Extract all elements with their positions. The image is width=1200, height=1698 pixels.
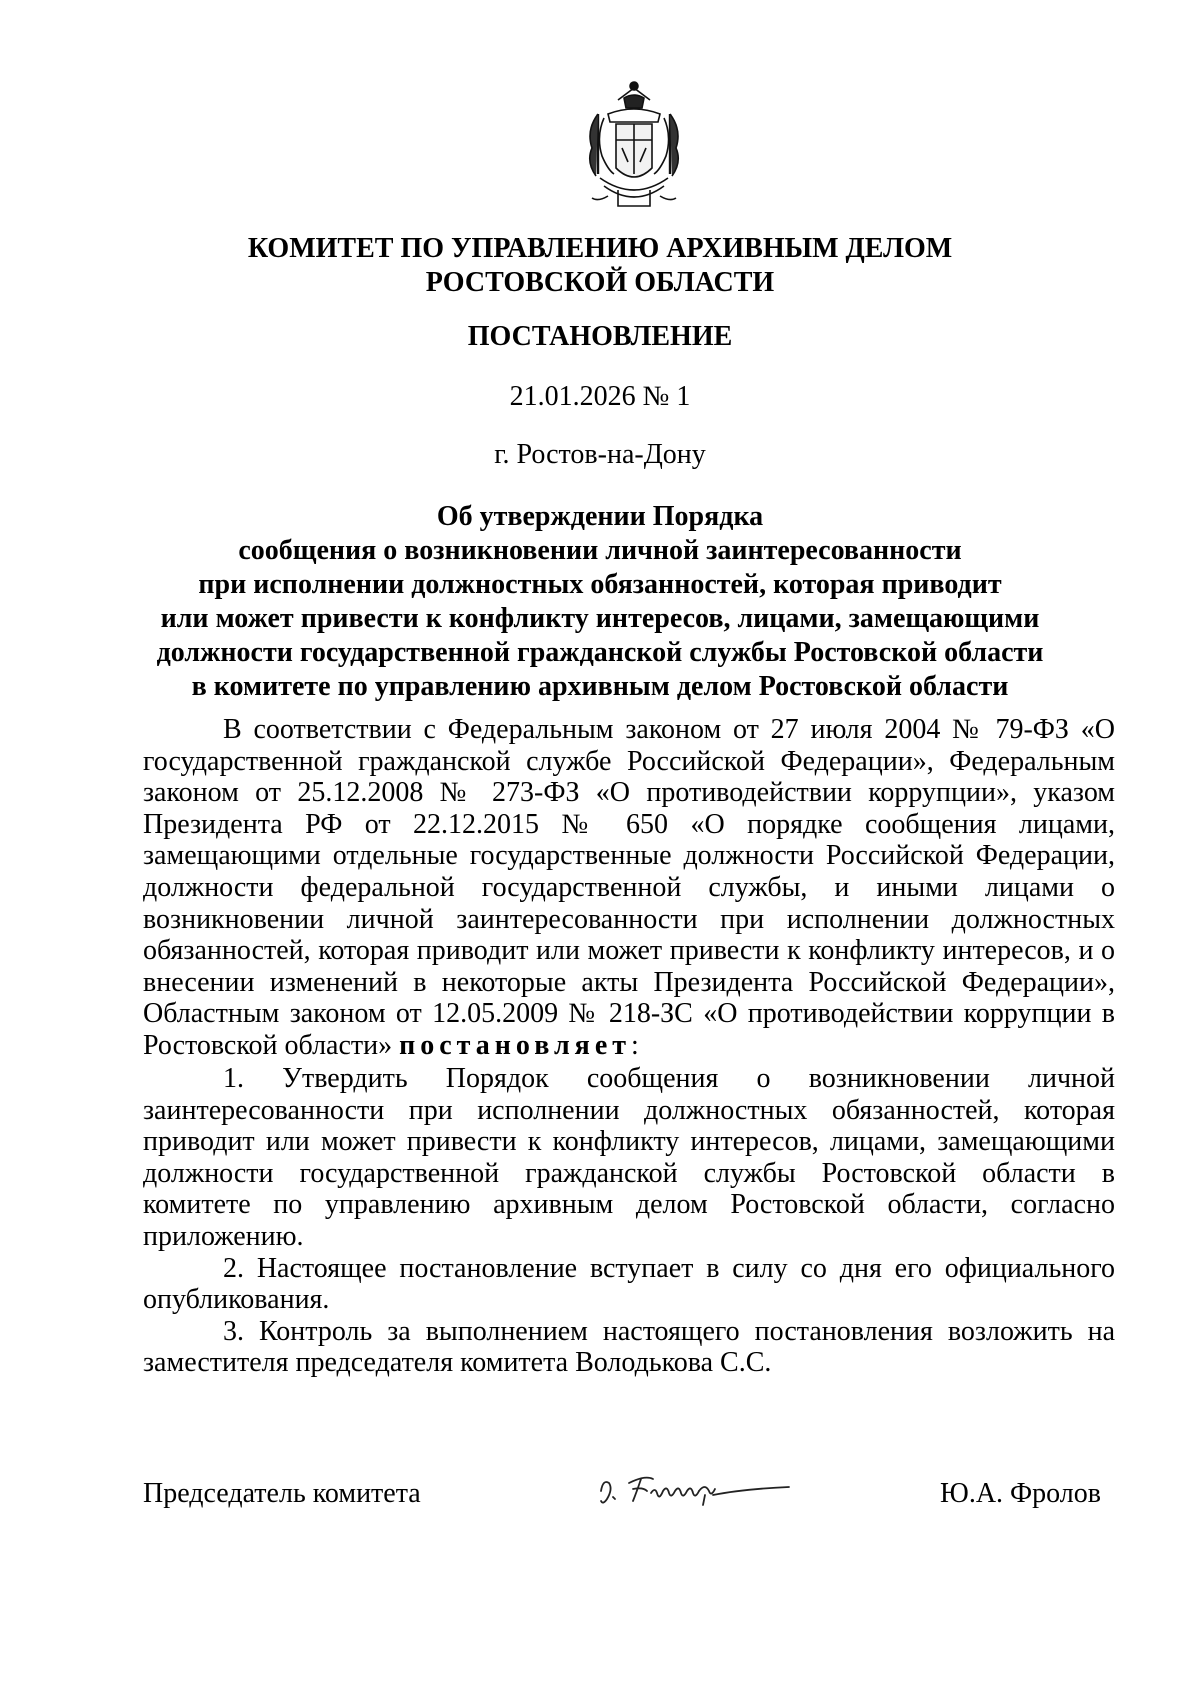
preamble-paragraph <box>143 714 1115 1062</box>
document-type: ПОСТАНОВЛЕНИЕ <box>467 321 733 352</box>
subject-line: в комитете по управлению архивным делом Ростовской области <box>191 671 1009 702</box>
city: г. Ростов-на-Дону <box>494 439 706 470</box>
preamble-text: В соответствии с Федеральным законом от 27 июля 2004 № 79-ФЗ «О государственной гражданской службе Российской Федерации», Федеральным законом от 25.12.2008 № 273-ФЗ «О противодействии коррупции», указом Президента РФ от 22.12.2015 № 650 «О порядке сообщения лицами, замещающими отдельные государственные должности Российской Федерации, должности федеральной государственной службы, и иными лицами о возникновении личной заинтересованности при исполнении должностных обязанностей, которая приводит или может привести к конфликту интересов, и о внесении изменений в некоторые акты Президента Российской Федерации», Областным законом от 12.05.2009 № 218-ЗС «О противодействии коррупции в Ростовской области» <box>143 714 1115 1061</box>
handwritten-signature-icon <box>593 1461 793 1513</box>
document-subject <box>100 500 1100 704</box>
preamble-block <box>143 714 1115 1062</box>
subject-line: должности государственной гражданской службы Ростовской области <box>156 637 1044 668</box>
resolution-item: 2. Настоящее постановление вступает в силу со дня его официального опубликования. <box>143 1252 1115 1316</box>
organization-title-line-2: РОСТОВСКОЙ ОБЛАСТИ <box>425 267 775 298</box>
signature-block <box>143 1477 1115 1537</box>
signatory-name: Ю.А. Фролов <box>940 1478 1101 1509</box>
subject-line: сообщения о возникновении личной заинтересованности <box>238 535 962 566</box>
subject-line: Об утверждении Порядка <box>436 501 764 532</box>
subject-line: при исполнении должностных обязанностей, которая приводит <box>198 569 1002 600</box>
resolution-items <box>143 1063 1115 1379</box>
organization-title-line-1: КОМИТЕТ ПО УПРАВЛЕНИЮ АРХИВНЫМ ДЕЛОМ <box>247 233 953 264</box>
resolves-word: постановляет <box>399 1029 632 1061</box>
organization-title <box>100 232 1100 300</box>
resolution-item: 1. Утвердить Порядок сообщения о возникновении личной заинтересованности при исполнении должностных обязанностей, которая приводит или может привести к конфликту интересов, лицами, замещающими должности государственной гражданской службы Ростовской области в комитете по управлению архивным делом Ростовской области, согласно приложению. <box>143 1063 1115 1252</box>
coat-of-arms-icon <box>578 78 690 214</box>
subject-line: или может привести к конфликту интересов, лицами, замещающими <box>160 603 1040 634</box>
date-and-number: 21.01.2026 № 1 <box>509 381 691 412</box>
resolution-item: 3. Контроль за выполнением настоящего постановления возложить на заместителя председателя комитета Володькова С.С. <box>143 1315 1115 1379</box>
signatory-position: Председатель комитета <box>143 1478 421 1509</box>
preamble-colon: : <box>631 1029 639 1061</box>
